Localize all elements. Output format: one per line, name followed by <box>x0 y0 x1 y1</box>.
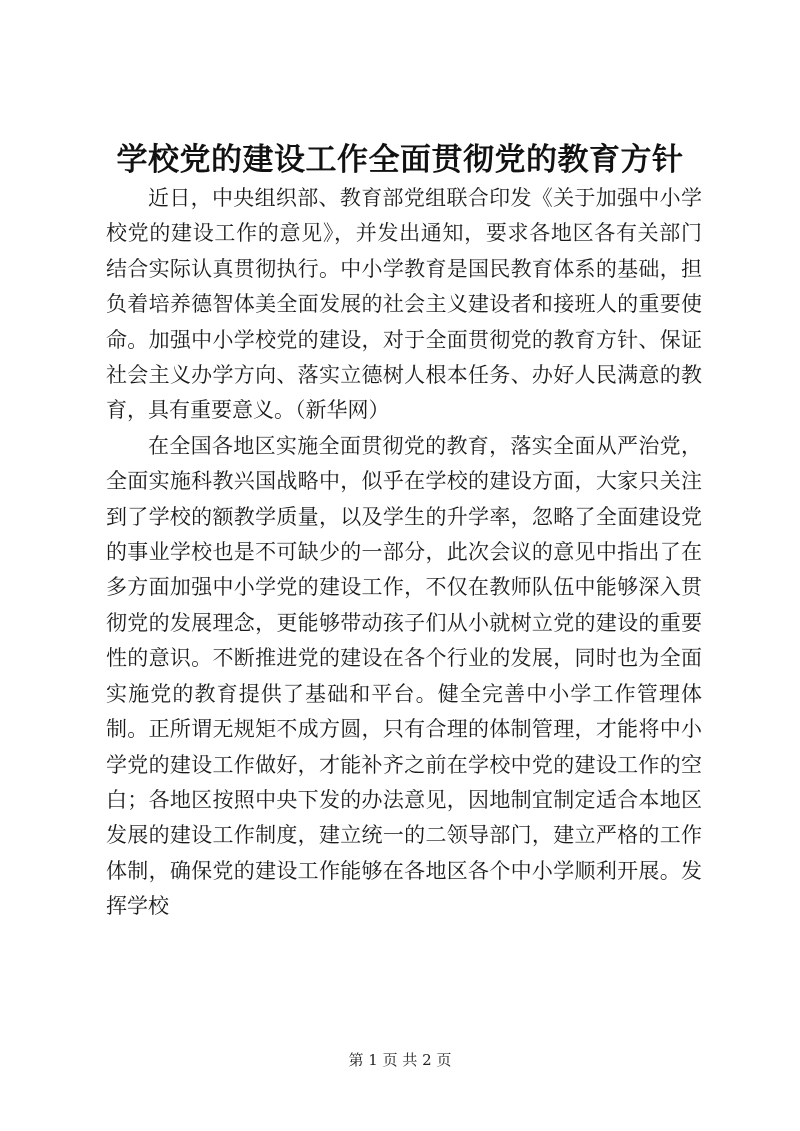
document-body <box>106 181 702 925</box>
document-title: 学校党的建设工作全面贯彻党的教育方针 <box>116 142 684 178</box>
paragraph-1: 近日，中央组织部、教育部党组联合印发《关于加强中小学校党的建设工作的意见》，并发出通知，要求各地区各有关部门结合实际认真贯彻执行。中小学教育是国民教育体系的基础，担负着培养德智体美全面发展的社会主义建设者和接班人的重要使命。加强中小学校党的建设，对于全面贯彻党的教育方针、保证社会主义办学方向、落实立德树人根本任务、办好人民满意的教育，具有重要意义。（新华网） <box>106 186 702 423</box>
paragraph-2: 在全国各地区实施全面贯彻党的教育，落实全面从严治党，全面实施科教兴国战略中，似乎在学校的建设方面，大家只关注到了学校的额教学质量，以及学生的升学率，忽略了全面建设党的事业学校也是不可缺少的一部分，此次会议的意见中指出了在多方面加强中小学党的建设工作，不仅在教师队伍中能够深入贯彻党的发展理念，更能够带动孩子们从小就树立党的建设的重要性的意识。不断推进党的建设在各个行业的发展，同时也为全面实施党的教育提供了基础和平台。健全完善中小学工作管理体制。正所谓无规矩不成方圆，只有合理的体制管理，才能将中小学党的建设工作做好，才能补齐之前在学校中党的建设工作的空白；各地区按照中央下发的办法意见，因地制宜制定适合本地区发展的建设工作制度，建立统一的二领导部门，建立严格的工作体制，确保党的建设工作能够在各地区各个中小学顺利开展。发挥学校 <box>106 433 702 919</box>
page-number-footer: 第 1 页 共 2 页 <box>348 1051 452 1069</box>
